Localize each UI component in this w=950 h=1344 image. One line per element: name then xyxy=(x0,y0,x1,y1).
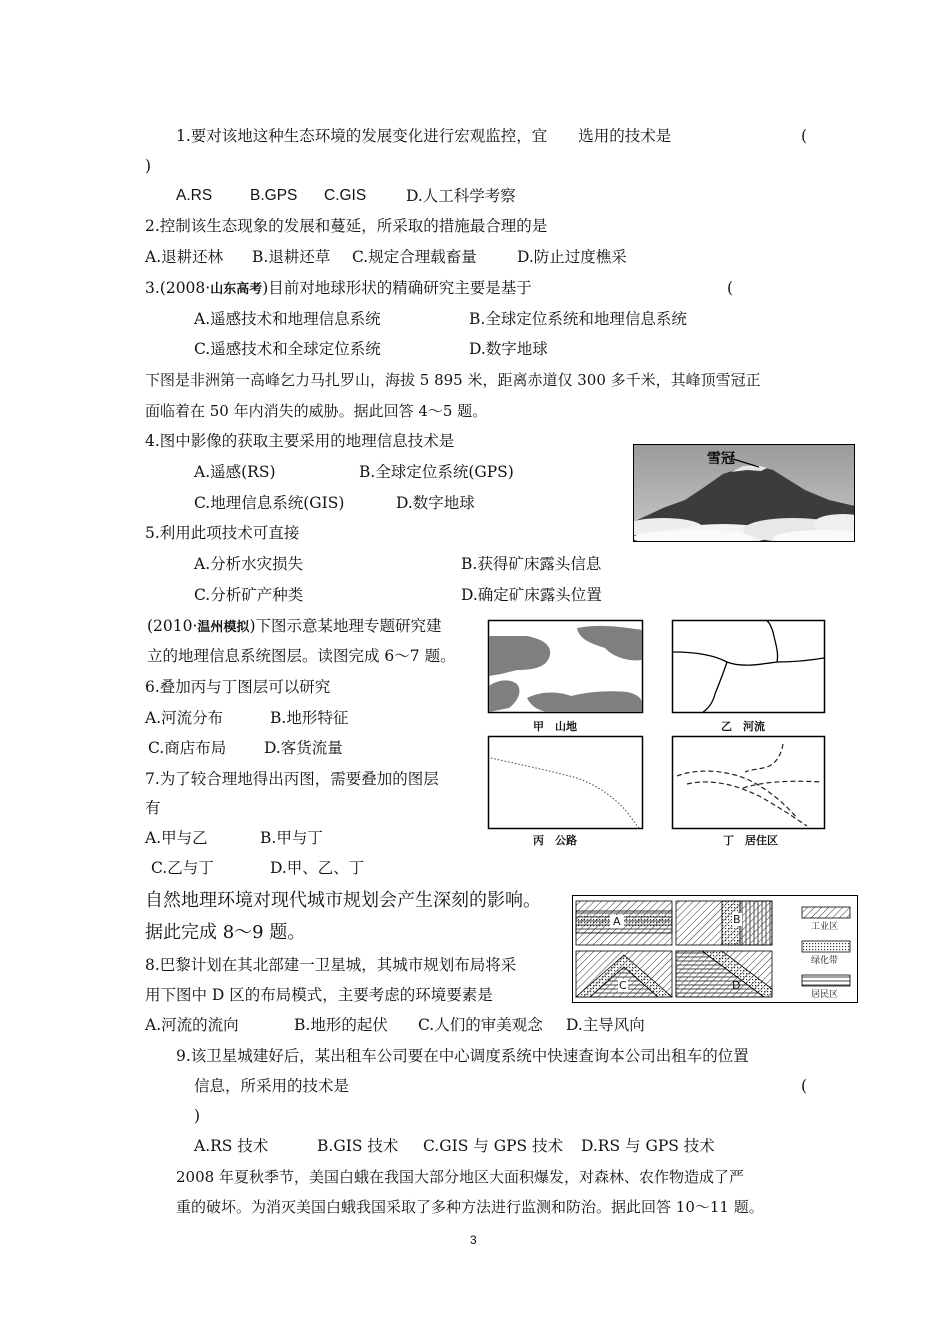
q4-stem: 4.图中影像的获取主要采用的地理信息技术是 xyxy=(145,432,455,450)
q3-option-d: D.数字地球 xyxy=(469,340,548,358)
intro45-line1: 下图是非洲第一高峰乞力马扎罗山，海拔 5 895 米，距离赤道仅 300 多千米，其峰顶雪冠正 xyxy=(145,371,761,389)
q1-option-d: D.人工科学考察 xyxy=(406,187,516,205)
q5-option-c: C.分析矿产种类 xyxy=(194,586,304,604)
q7-option-b: B.甲与丁 xyxy=(260,829,323,847)
q9-option-d: D.RS 与 GPS 技术 xyxy=(581,1137,715,1155)
zone-a-label: A xyxy=(610,915,624,928)
layer-caption-river: 乙 河流 xyxy=(721,720,765,733)
intro45-line2: 面临着在 50 年内消失的威胁。据此回答 4～5 题。 xyxy=(145,402,488,420)
intro67-source: 温州模拟 xyxy=(197,620,250,635)
q4-option-a: A.遥感(RS) xyxy=(194,463,276,481)
q5-option-b: B.获得矿床露头信息 xyxy=(461,555,602,573)
q3-bracket: ( xyxy=(727,279,734,297)
q4-option-b: B.全球定位系统(GPS) xyxy=(359,463,514,481)
q8-option-d: D.主导风向 xyxy=(566,1016,645,1034)
q3-option-c: C.遥感技术和全球定位系统 xyxy=(194,340,381,358)
layer-residential-map xyxy=(673,737,825,829)
q8-stem-line2: 用下图中 D 区的布局模式，主要考虑的环境要素是 xyxy=(145,986,493,1004)
q7-option-c: C.乙与丁 xyxy=(151,859,214,877)
q3-stem: )目前对地球形状的精确研究主要是基于 xyxy=(262,279,532,297)
q7-stem-line1: 7.为了较合理地得出丙图，需要叠加的图层 xyxy=(145,770,439,788)
legend-swatch-industrial xyxy=(802,907,850,918)
zone-a-block xyxy=(576,901,672,945)
layer-caption-mountain: 甲 山地 xyxy=(533,720,577,733)
q2-option-b: B.退耕还草 xyxy=(252,248,331,266)
q1-bracket: ( xyxy=(801,127,808,145)
q9-bracket: ( xyxy=(801,1077,808,1095)
q6-option-b: B.地形特征 xyxy=(270,709,349,727)
layer-river-map xyxy=(673,621,825,713)
q9-option-b: B.GIS 技术 xyxy=(317,1137,399,1155)
q9-option-a: A.RS 技术 xyxy=(194,1137,269,1155)
q1-option-a: A.RS xyxy=(176,187,213,204)
legend-swatch-residential xyxy=(802,975,850,986)
q2-stem: 2.控制该生态现象的发展和蔓延，所采取的措施最合理的是 xyxy=(145,217,548,235)
q6-stem: 6.叠加丙与丁图层可以研究 xyxy=(145,678,331,696)
q4-option-c: C.地理信息系统(GIS) xyxy=(194,494,345,512)
layer-mountain-map xyxy=(489,621,643,713)
legend-industrial: 工业区 xyxy=(811,922,839,932)
q6-option-d: D.客货流量 xyxy=(264,739,343,757)
q8-stem-line1: 8.巴黎计划在其北部建一卫星城，其城市规划布局将采 xyxy=(145,956,517,974)
intro67-line2: 立的地理信息系统图层。读图完成 6～7 题。 xyxy=(147,647,456,665)
q2-option-c: C.规定合理载畜量 xyxy=(352,248,477,266)
intro1011-line2: 重的破坏。为消灭美国白蛾我国采取了多种方法进行监测和防治。据此回答 10～11 题。 xyxy=(176,1198,764,1216)
q4-option-d: D.数字地球 xyxy=(396,494,475,512)
intro67-line1 xyxy=(147,616,442,638)
gis-layers-figure xyxy=(487,618,827,846)
intro89-line1: 自然地理环境对现代城市规划会产生深刻的影响。 xyxy=(145,890,541,911)
q8-option-b: B.地形的起伏 xyxy=(294,1016,388,1034)
q9-bracket-close: ) xyxy=(194,1107,201,1125)
layer-caption-road: 丙 公路 xyxy=(533,834,577,847)
q2-option-d: D.防止过度樵采 xyxy=(517,248,627,266)
q7-option-a: A.甲与乙 xyxy=(145,829,208,847)
q9-stem-line1: 9.该卫星城建好后，某出租车公司要在中心调度系统中快速查询本公司出租车的位置 xyxy=(176,1047,749,1065)
q3-option-b: B.全球定位系统和地理信息系统 xyxy=(469,310,687,328)
q6-option-c: C.商店布局 xyxy=(148,739,227,757)
q7-option-d: D.甲、乙、丁 xyxy=(270,859,365,877)
layer-road-map xyxy=(489,737,643,829)
kilimanjaro-image xyxy=(633,444,855,542)
q5-option-a: A.分析水灾损失 xyxy=(194,555,304,573)
q9-stem-line2: 信息，所采用的技术是 xyxy=(194,1077,350,1095)
page-number: 3 xyxy=(470,1233,477,1247)
q7-stem-line2: 有 xyxy=(145,799,161,817)
zone-d-block xyxy=(676,951,772,997)
snowcap-label: 雪冠 xyxy=(707,451,735,467)
q8-option-c: C.人们的审美观念 xyxy=(418,1016,543,1034)
zone-b-label: B xyxy=(733,913,741,926)
q6-option-a: A.河流分布 xyxy=(145,709,224,727)
q8-option-a: A.河流的流向 xyxy=(145,1016,239,1034)
legend-residential: 居民区 xyxy=(811,990,839,1000)
intro89-line2: 据此完成 8～9 题。 xyxy=(145,922,306,943)
intro67-text: )下图示意某地理专题研究建 xyxy=(249,617,442,635)
q3-source: 山东高考 xyxy=(210,282,263,297)
q5-option-d: D.确定矿床露头位置 xyxy=(461,586,602,604)
intro67-prefix: (2010· xyxy=(147,617,198,635)
q9-option-c: C.GIS 与 GPS 技术 xyxy=(423,1137,564,1155)
q3-option-a: A.遥感技术和地理信息系统 xyxy=(194,310,381,328)
legend-greenbelt: 绿化带 xyxy=(811,956,839,966)
q1-stem: 1.要对该地这种生态环境的发展变化进行宏观监控，宜 选用的技术是 xyxy=(176,127,672,145)
legend-swatch-greenbelt xyxy=(802,941,850,952)
layer-caption-residential: 丁 居住区 xyxy=(723,834,778,847)
q1-option-c: C.GIS xyxy=(324,187,367,204)
q1-bracket-close: ) xyxy=(145,157,152,175)
zone-d-label: D xyxy=(732,979,741,992)
city-layout-figure xyxy=(572,895,858,1003)
q2-option-a: A.退耕还林 xyxy=(145,248,224,266)
q1-option-b: B.GPS xyxy=(250,187,298,204)
q3-prefix: 3.(2008· xyxy=(145,279,211,297)
zone-c-label: C xyxy=(619,979,627,992)
q5-stem: 5.利用此项技术可直接 xyxy=(145,524,300,542)
q3-stem-line xyxy=(145,278,532,300)
intro1011-line1: 2008 年夏秋季节，美国白蛾在我国大部分地区大面积爆发，对森林、农作物造成了严 xyxy=(176,1168,744,1186)
zone-b-block xyxy=(676,901,772,945)
